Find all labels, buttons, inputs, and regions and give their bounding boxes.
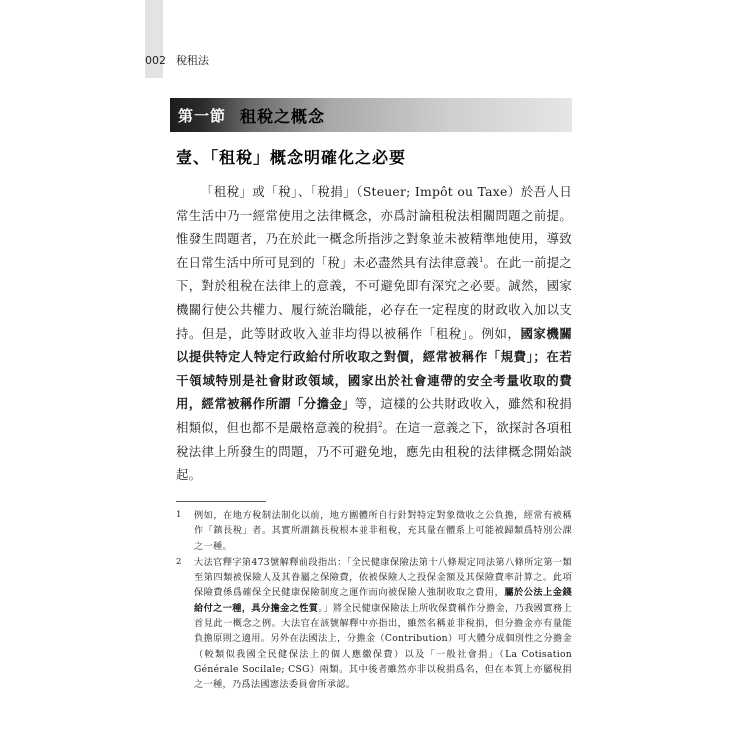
body-paragraph — [176, 180, 572, 487]
section-title: 租稅之概念 — [240, 106, 326, 126]
body-text — [176, 180, 572, 487]
footnote-2 — [176, 555, 572, 693]
running-head — [145, 52, 209, 68]
footnote-text-segment: 。」將全民健康保險法上所收保費稱作分擔金，乃我國實務上首見此一概念之例。大法官在該號解釋中亦指出，雖然名稱並非稅捐，但分擔金亦有量能負擔原則之適用。另外在法國法上，分擔金（Contribution）可大體分成個別性之分擔金（較類似我國全民健保法上的個人應繳保費）以及「一般社會捐」（La Cotisation Générale Socilale; CSG）兩類。其中後者雖然亦非以稅捐爲名，但在本質上亦屬稅捐之一種，乃爲法國憲法委員會所承認。 — [194, 602, 572, 691]
footnote-1 — [176, 508, 572, 554]
footnote-number: 1 — [176, 510, 182, 520]
footnote-bold-emphasis: 屬於公法上金錢給付之一種，具分擔金之性質 — [194, 587, 572, 614]
footnote-divider — [176, 501, 266, 502]
body-text-segment: 。在這一意義之下，欲探討各項租稅法律上所發生的問題，乃不可避免地，應先由租稅的法律概念開始談起。 — [176, 419, 572, 483]
body-text-segment: 。在此一前提之下，對於租稅在法律上的意義，不可避免即有深究之必要。誠然，國家機關行使公共權力、履行統治職能，必存在一定程度的財政收入加以支持。但是，此等財政收入並非均得以被稱作「租稅」。例如， — [176, 254, 572, 341]
footnote-text: 例如，在地方稅制法制化以前，地方團體所自行針對特定對象徵收之公負擔，經常有被稱作「鎮長稅」者。其實所謂鎮長稅根本並非租稅，充其量在體系上可能被歸類爲特別公課之一種。 — [194, 510, 572, 552]
footnote-ref-1: 1 — [478, 255, 484, 264]
book-title: 稅租法 — [176, 54, 209, 67]
subsection-heading: 壹、「租稅」概念明確化之必要 — [176, 148, 407, 167]
body-text-segment: 「租稅」或「稅」、「稅捐」（Steuer; Impôt ou Taxe）於吾人日常生活中乃一經常使用之法律概念，亦爲討論租稅法相關問題之前提。惟發生問題者，乃在於此一概念所指涉之對象並未被精準地使用，導致在日常生活中所可見到的「稅」未必盡然具有法律意義 — [176, 184, 572, 270]
page-number: 002 — [145, 54, 166, 67]
bold-emphasis: 國家機關以提供特定人特定行政給付所收取之對價，經常被稱作「規費」；在若干領域特別是社會財政領域，國家出於社會連帶的安全考量收取的費用，經常被稱作所謂「分擔金」 — [176, 325, 572, 412]
footnote-ref-2: 2 — [377, 420, 383, 429]
footnote-text-segment: 大法官釋字第473號解釋前段指出：「全民健康保險法第十八條規定同法第八條所定第一類至第四類被保險人及其眷屬之保險費，依被保險人之投保金額及其保險費率計算之。此項保險費係爲確保全民健康保險制度之運作而向被保險人強制收取之費用， — [194, 556, 572, 599]
section-number: 第一節 — [178, 106, 227, 125]
footnote-text — [194, 555, 572, 693]
footnote-number: 2 — [176, 556, 182, 567]
footnotes — [176, 508, 572, 694]
section-banner — [170, 98, 572, 132]
body-text-segment: 等，這樣的公共財政收入，雖然和稅捐相類似，但也都不是嚴格意義的稅捐 — [176, 396, 572, 435]
